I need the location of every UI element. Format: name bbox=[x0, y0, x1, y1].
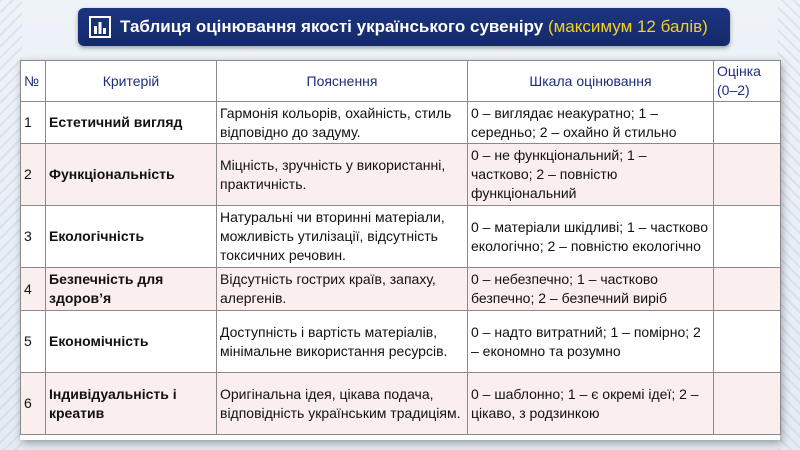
table-row bbox=[21, 268, 781, 311]
row-explanation: Відсутність гострих країв, запаху, алергенів. bbox=[217, 268, 468, 311]
row-scale: 0 – виглядає неакуратно; 1 – середньо; 2 – охайно й стильно bbox=[468, 102, 714, 144]
row-scale: 0 – надто витратний; 1 – помірно; 2 – економно та розумно bbox=[468, 311, 714, 373]
row-score-cell[interactable] bbox=[714, 102, 781, 144]
row-explanation: Гармонія кольорів, охайність, стиль відповідно до задуму. bbox=[217, 102, 468, 144]
right-decoration bbox=[778, 0, 800, 450]
row-number: 1 bbox=[21, 102, 46, 144]
title-main: Таблиця оцінювання якості українського сувеніру bbox=[120, 17, 544, 36]
title-accent: (максимум 12 балів) bbox=[547, 17, 708, 36]
row-explanation: Доступність і вартість матеріалів, мінімальне використання ресурсів. bbox=[217, 311, 468, 373]
table-row bbox=[21, 102, 781, 144]
row-scale: 0 – небезпечно; 1 – частково безпечно; 2 – безпечний виріб bbox=[468, 268, 714, 311]
row-explanation: Міцність, зручність у використанні, практичність. bbox=[217, 144, 468, 206]
table-row bbox=[21, 373, 781, 435]
row-score-cell[interactable] bbox=[714, 373, 781, 435]
row-explanation: Оригінальна ідея, цікава подача, відповідність українським традиціям. bbox=[217, 373, 468, 435]
row-explanation: Натуральні чи вторинні матеріали, можливість утилізації, відсутність токсичних речовин. bbox=[217, 206, 468, 268]
row-number: 4 bbox=[21, 268, 46, 311]
table-header-row bbox=[21, 61, 781, 102]
bar-chart-icon bbox=[88, 15, 112, 39]
evaluation-table bbox=[20, 60, 781, 435]
row-number: 5 bbox=[21, 311, 46, 373]
left-decoration bbox=[0, 0, 22, 450]
row-score-cell[interactable] bbox=[714, 206, 781, 268]
row-number: 3 bbox=[21, 206, 46, 268]
row-score-cell[interactable] bbox=[714, 311, 781, 373]
column-header-explanation: Пояснення bbox=[217, 61, 468, 102]
row-score-cell[interactable] bbox=[714, 268, 781, 311]
row-criterion: Екологічність bbox=[46, 206, 217, 268]
evaluation-table-container bbox=[20, 60, 780, 440]
row-criterion: Естетичний вигляд bbox=[46, 102, 217, 144]
table-row bbox=[21, 311, 781, 373]
row-criterion: Функціональність bbox=[46, 144, 217, 206]
row-number: 2 bbox=[21, 144, 46, 206]
column-header-criterion: Критерій bbox=[46, 61, 217, 102]
column-header-number: № bbox=[21, 61, 46, 102]
row-number: 6 bbox=[21, 373, 46, 435]
title-banner bbox=[78, 8, 730, 46]
table-row bbox=[21, 206, 781, 268]
row-criterion: Економічність bbox=[46, 311, 217, 373]
row-scale: 0 – матеріали шкідливі; 1 – частково екологічно; 2 – повністю екологічно bbox=[468, 206, 714, 268]
row-scale: 0 – не функціональний; 1 – частково; 2 – повністю функціональний bbox=[468, 144, 714, 206]
column-header-score: Оцінка (0–2) bbox=[714, 61, 781, 102]
column-header-scale: Шкала оцінювання bbox=[468, 61, 714, 102]
row-score-cell[interactable] bbox=[714, 144, 781, 206]
row-criterion: Індивідуальність і креатив bbox=[46, 373, 217, 435]
row-scale: 0 – шаблонно; 1 – є окремі ідеї; 2 – цікаво, з родзинкою bbox=[468, 373, 714, 435]
row-criterion: Безпечність для здоров’я bbox=[46, 268, 217, 311]
table-row bbox=[21, 144, 781, 206]
page-title bbox=[120, 17, 708, 37]
